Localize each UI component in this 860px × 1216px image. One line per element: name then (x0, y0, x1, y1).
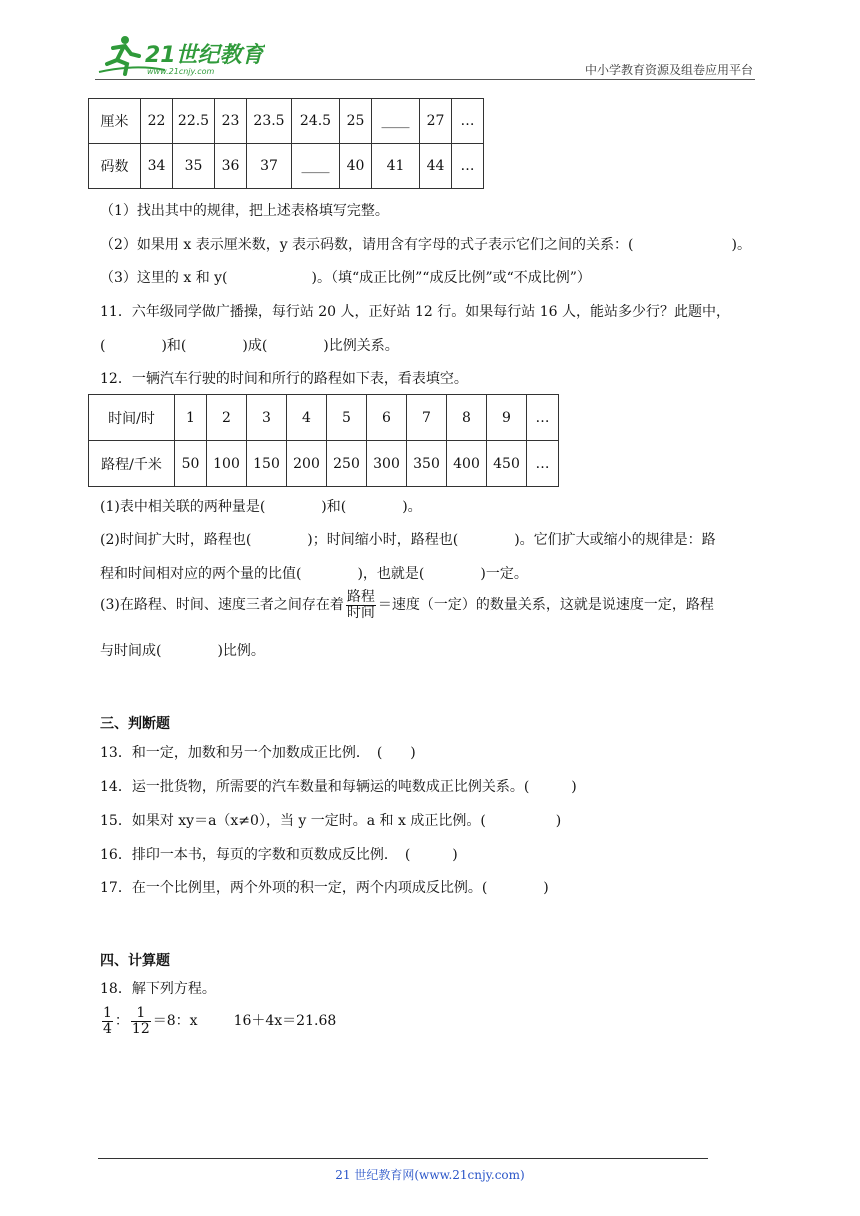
q17: 17．在一个比例里，两个外项的积一定，两个内项成反比例。( ) (100, 880, 549, 896)
table-cell: 27 (420, 99, 452, 144)
table-cell: … (452, 99, 484, 144)
table-cell: … (527, 395, 559, 441)
table-cell: 50 (175, 441, 207, 487)
fraction-denominator: 4 (103, 1020, 112, 1037)
fraction-denominator: 12 (131, 1020, 150, 1037)
table-cell: 36 (215, 144, 247, 189)
table-cell: 1 (175, 395, 207, 441)
table-cell: … (452, 144, 484, 189)
table-cell: 23 (215, 99, 247, 144)
table-cell: 4 (287, 395, 327, 441)
footer-divider (98, 1158, 708, 1159)
q15: 15．如果对 xy＝a（x≠0），当 y 一定时。a 和 x 成正比例。( ) (100, 813, 562, 829)
site-logo (95, 34, 265, 78)
logo-text: 21世纪教育 (145, 43, 264, 68)
table-cell: 400 (447, 441, 487, 487)
table-row (89, 99, 484, 144)
table-cell: ____ (372, 99, 420, 144)
table-cell: 41 (372, 144, 420, 189)
table-cell: 5 (327, 395, 367, 441)
fraction-numerator: 1 (131, 1006, 151, 1022)
table-cell: 350 (407, 441, 447, 487)
table-cell: 3 (247, 395, 287, 441)
section-title-judgment: 三、判断题 (100, 716, 170, 732)
table-cell: 2 (207, 395, 247, 441)
table-cell: 100 (207, 441, 247, 487)
table-cell: 200 (287, 441, 327, 487)
section-title-calculation: 四、计算题 (100, 953, 170, 969)
fraction-one-quarter (102, 1006, 113, 1036)
table-cell: 22 (141, 99, 173, 144)
shoe-size-table (88, 98, 484, 189)
table-cell: 40 (340, 144, 372, 189)
q10-part2: （2）如果用 x 表示厘米数，y 表示码数，请用含有字母的式子表示它们之间的关系：( )。 (100, 237, 751, 253)
header-platform-text: 中小学教育资源及组卷应用平台 (584, 63, 753, 77)
table-row (89, 144, 484, 189)
q14: 14．运一批货物，所需要的汽车数量和每辆运的吨数成正比例关系。( ) (100, 779, 577, 795)
table-cell: 8 (447, 395, 487, 441)
q18: 18．解下列方程。 (100, 981, 216, 997)
table-cell: 34 (141, 144, 173, 189)
fraction-denominator: 时间 (346, 604, 375, 621)
fraction-one-twelfth (131, 1006, 151, 1036)
fraction-numerator: 路程 (346, 589, 375, 605)
q12-sub3-pre: (3)在路程、时间、速度三者之间存在着 (100, 597, 344, 614)
table-cell: 300 (367, 441, 407, 487)
table-cell: 35 (173, 144, 215, 189)
table-cell: 25 (340, 99, 372, 144)
time-distance-table (88, 394, 559, 487)
q12-sub3-line2: 与时间成( )比例。 (100, 643, 265, 659)
fraction-numerator: 1 (103, 1005, 112, 1021)
fraction-distance-time (346, 590, 376, 620)
table-cell: 24.5 (292, 99, 340, 144)
table-cell: 23.5 (247, 99, 292, 144)
table-cell: 路程/千米 (89, 441, 175, 487)
table-cell: 厘米 (89, 99, 141, 144)
footer-site-link[interactable]: 21 世纪教育网(www.21cnjy.com) (335, 1168, 525, 1182)
table-cell: 450 (487, 441, 527, 487)
table-cell: 时间/时 (89, 395, 175, 441)
table-cell: ____ (292, 144, 340, 189)
q10-part1: （1）找出其中的规律，把上述表格填写完整。 (100, 203, 389, 219)
q12-sub2-line2: 程和时间相对应的两个量的比值( )，也就是( )一定。 (100, 566, 528, 582)
table-cell: 22.5 (173, 99, 215, 144)
table-cell: 7 (407, 395, 447, 441)
table-cell: … (527, 441, 559, 487)
table-cell: 250 (327, 441, 367, 487)
q11-line2: ( )和( )成( )比例关系。 (100, 338, 399, 354)
q12-sub2-line1: (2)时间扩大时，路程也( )；时间缩小时，路程也( )。它们扩大或缩小的规律是：路 (100, 532, 716, 548)
table-cell: 44 (420, 144, 452, 189)
table-row (89, 395, 559, 441)
equation-1-rest: ＝8：x (152, 1013, 198, 1030)
q12-sub3-line1 (100, 590, 714, 620)
logo-url: www.21cnjy.com (147, 67, 215, 76)
q11-line1: 11．六年级同学做广播操，每行站 20 人，正好站 12 行。如果每行站 16 人，能站多少行？此题中， (100, 304, 730, 320)
table-cell: 9 (487, 395, 527, 441)
equation-2: 16＋4x＝21.68 (233, 1013, 337, 1030)
ratio-colon: ： (114, 1013, 129, 1030)
q16: 16．排印一本书，每页的字数和页数成反比例． ( ) (100, 847, 458, 863)
q10-part3: （3）这里的 x 和 y( )。（填“成正比例”“成反比例”或“不成比例”） (100, 270, 591, 286)
q18-equations (100, 1006, 336, 1036)
page-header (95, 30, 755, 80)
table-cell: 码数 (89, 144, 141, 189)
table-cell: 6 (367, 395, 407, 441)
table-row (89, 441, 559, 487)
q12-sub3-post: ＝速度（一定）的数量关系，这就是说速度一定，路程 (377, 597, 714, 614)
table-cell: 37 (247, 144, 292, 189)
q13: 13．和一定，加数和另一个加数成正比例． ( ) (100, 745, 416, 761)
table-cell: 150 (247, 441, 287, 487)
q12-sub1: (1)表中相关联的两种量是( )和( )。 (100, 499, 422, 515)
logo-runner-icon (95, 34, 265, 78)
q12-title: 12．一辆汽车行驶的时间和所行的路程如下表，看表填空。 (100, 371, 468, 387)
